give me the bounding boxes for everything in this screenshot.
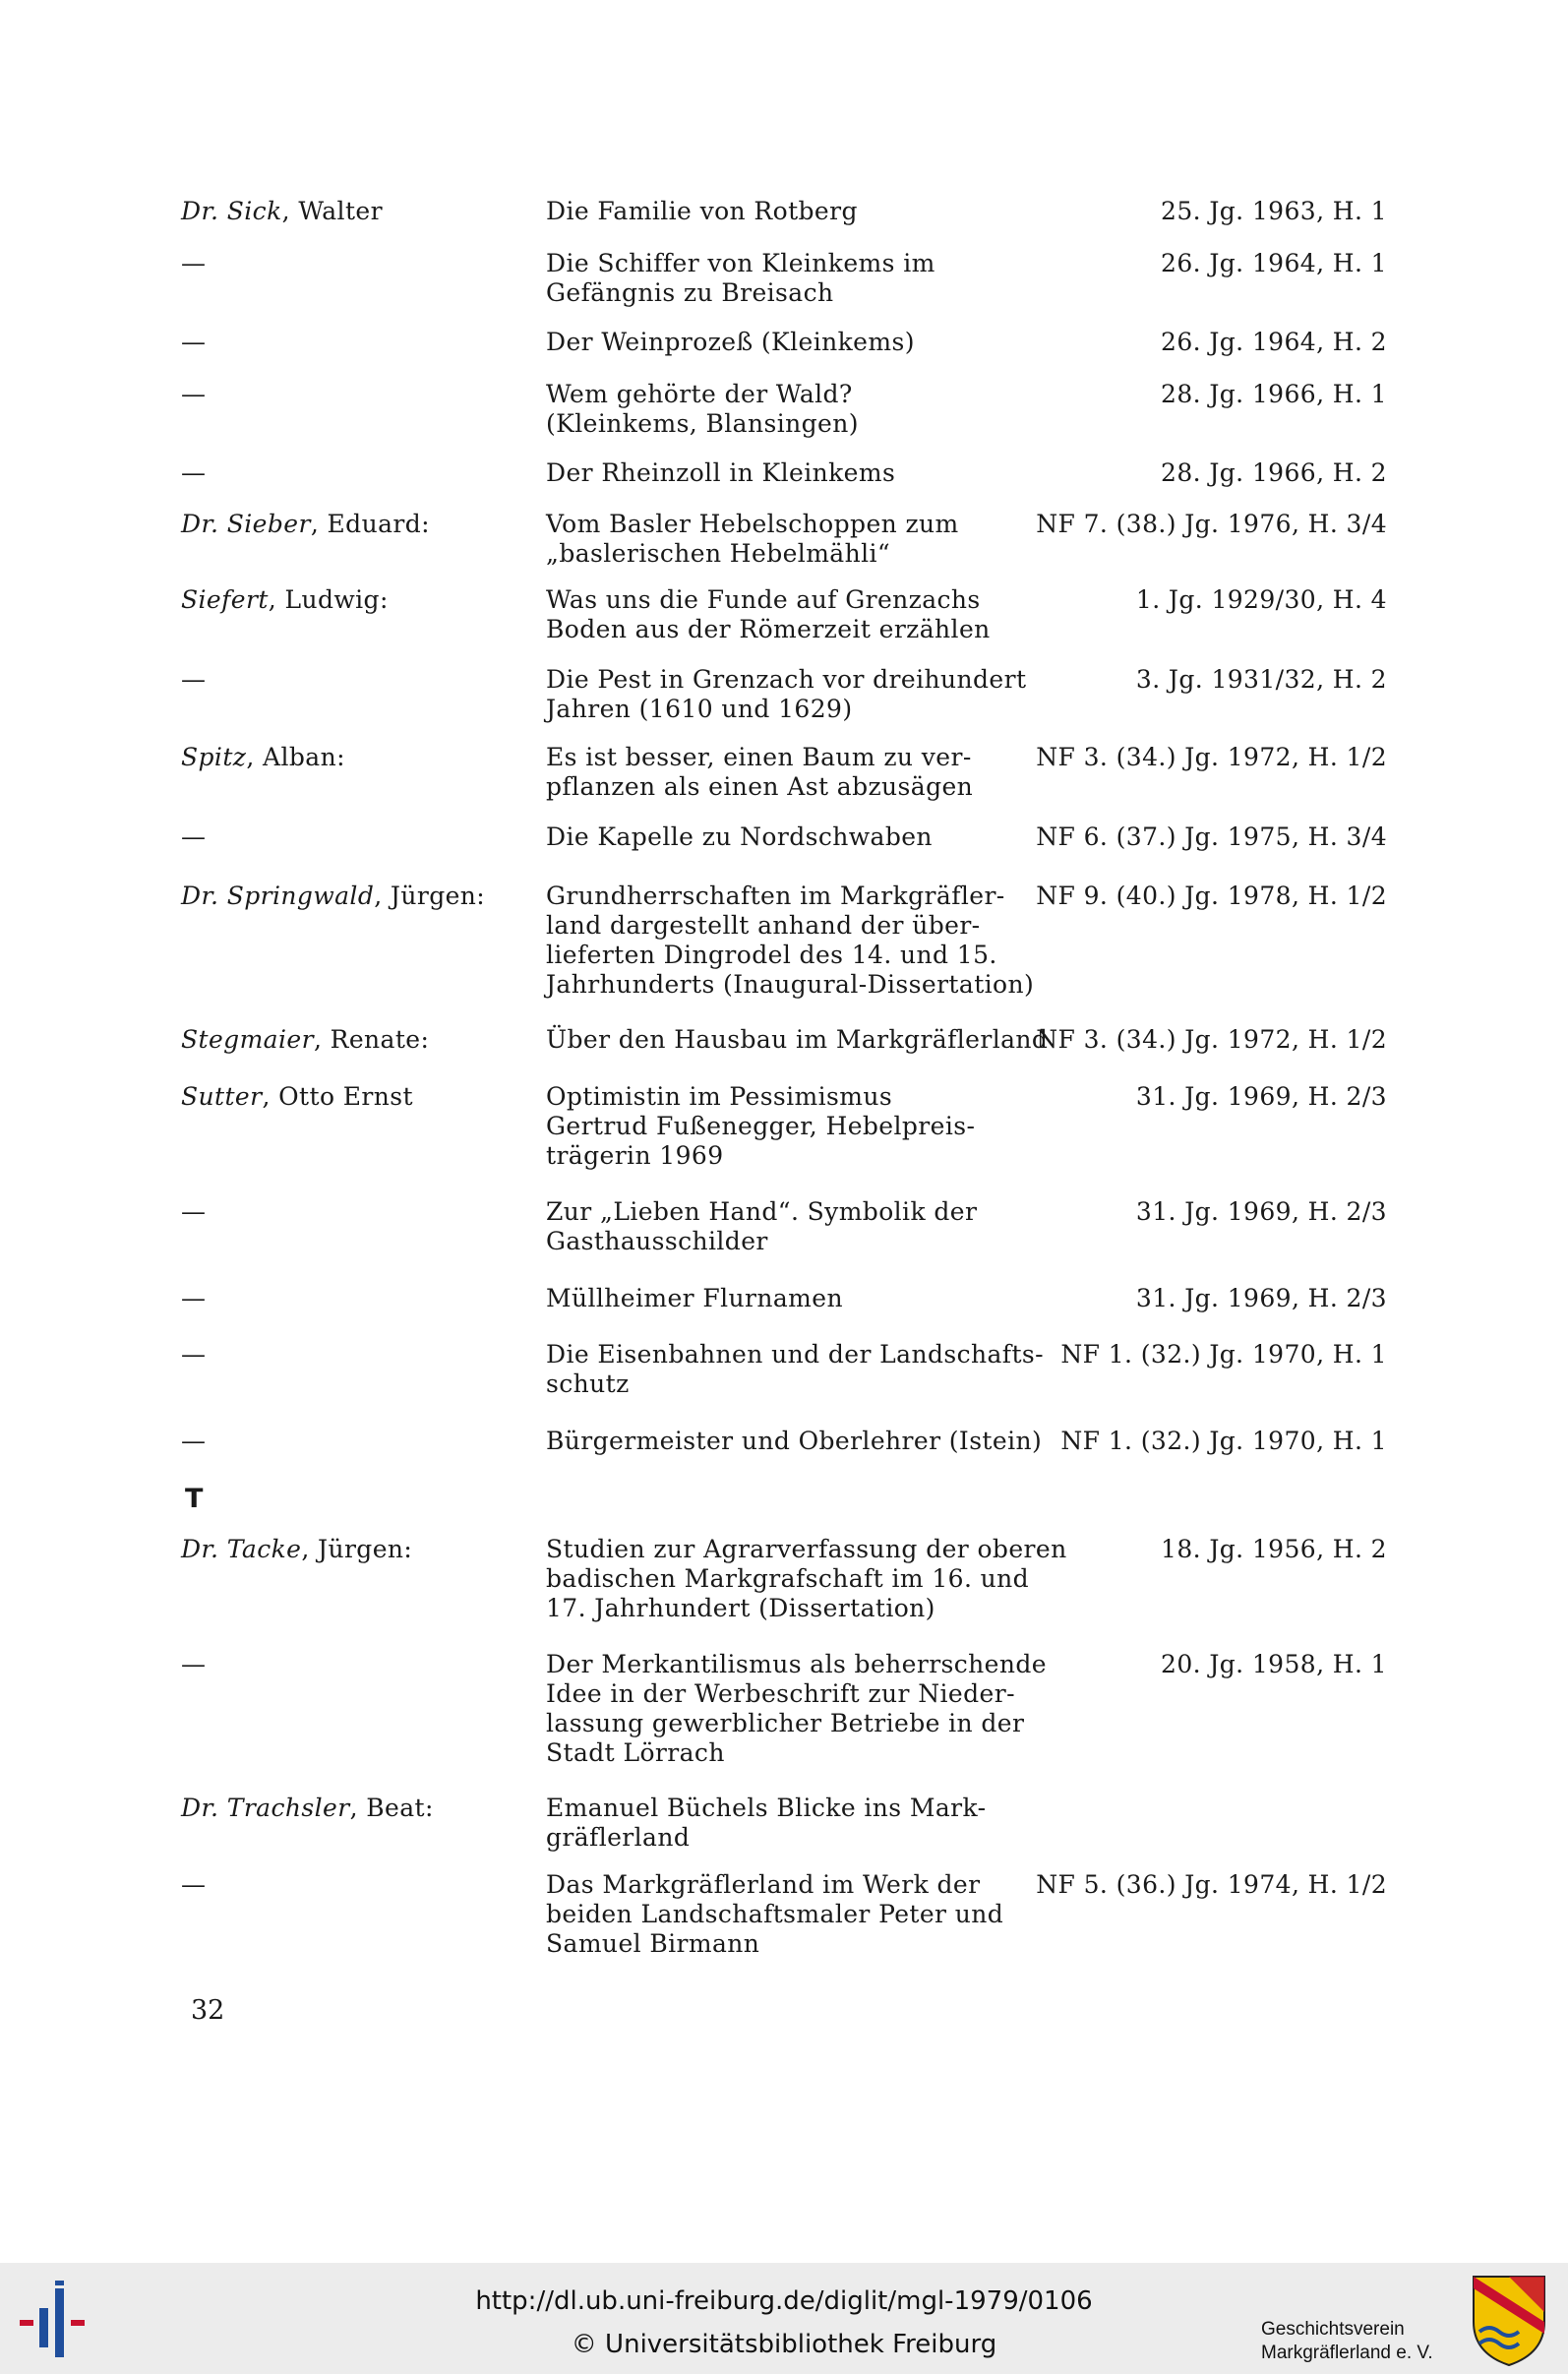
entry-reference: 31. Jg. 1969, H. 2/3 (1135, 1284, 1387, 1312)
entry-title-line: Über den Hausbau im Markgräflerland (546, 1025, 1049, 1054)
entry-title-line: Grundherrschaften im Markgräfler- (546, 882, 1005, 910)
entry-title (546, 822, 1038, 852)
entry-reference: 25. Jg. 1963, H. 1 (1161, 197, 1387, 225)
entry-title (546, 665, 1038, 724)
entry-author (181, 1082, 535, 1112)
entry-reference: 26. Jg. 1964, H. 1 (1161, 249, 1387, 277)
author-prefix: Dr. (181, 197, 227, 225)
author-lastname: Springwald (226, 882, 375, 910)
entry-title-line: Der Weinprozeß (Kleinkems) (546, 328, 915, 356)
entry-title (546, 585, 1038, 644)
entry-title-line: pflanzen als einen Ast abzusägen (546, 772, 974, 801)
crest-icon (1470, 2273, 1548, 2367)
entry-title (546, 328, 1038, 357)
entry-reference: NF 1. (32.) Jg. 1970, H. 1 (1060, 1427, 1387, 1455)
entry-author (181, 458, 535, 488)
entry-reference: NF 1. (32.) Jg. 1970, H. 1 (1060, 1340, 1387, 1369)
entry-title (546, 1025, 1049, 1055)
entry-author (181, 665, 535, 695)
entry-title (546, 882, 1038, 1000)
entry-title-line: 17. Jahrhundert (Dissertation) (546, 1594, 935, 1622)
author-firstname: , Alban: (246, 743, 345, 771)
entry-title-line: Der Rheinzoll in Kleinkems (546, 458, 896, 487)
entry-title-line: Studien zur Agrarverfassung der oberen (546, 1535, 1067, 1563)
entry-reference: 1. Jg. 1929/30, H. 4 (1135, 585, 1387, 614)
entry-title-line: Optimistin im Pessimismus (546, 1082, 893, 1111)
entry-author (181, 249, 535, 278)
letter-heading: T (185, 1484, 204, 1514)
entry-author (181, 197, 535, 226)
entry-title (546, 1197, 1038, 1256)
entry-reference: 31. Jg. 1969, H. 2/3 (1135, 1082, 1387, 1111)
entry-title (546, 197, 1038, 226)
author-lastname: Tacke (226, 1535, 302, 1563)
entry-title (546, 1870, 1038, 1959)
ditto-dash: — (181, 1340, 207, 1369)
entry-title (546, 1535, 1067, 1623)
author-lastname: Sutter (181, 1082, 263, 1111)
entry-title-line: Idee in der Werbeschrift zur Nieder- (546, 1679, 1015, 1708)
entry-title-line: Die Schiffer von Kleinkems im (546, 249, 935, 277)
entry-title-line: gräflerland (546, 1823, 691, 1852)
author-lastname: Trachsler (226, 1794, 350, 1822)
ditto-dash: — (181, 1427, 207, 1455)
entry-title (546, 1340, 1044, 1399)
ditto-dash: — (181, 249, 207, 277)
entry-title (546, 743, 1038, 802)
entry-title-line: Gefängnis zu Breisach (546, 278, 834, 307)
entry-author (181, 1794, 535, 1823)
entry-title-line: Jahren (1610 und 1629) (546, 695, 853, 723)
entry-author (181, 822, 535, 852)
author-firstname: , Jürgen: (301, 1535, 413, 1563)
entry-title-line: Zur „Lieben Hand“. Symbolik der (546, 1197, 978, 1226)
entry-author (181, 1197, 535, 1227)
entry-reference: 3. Jg. 1931/32, H. 2 (1135, 665, 1387, 694)
entry-title-line: Vom Basler Hebelschoppen zum (546, 510, 959, 538)
entry-title-line: „baslerischen Hebelmähli“ (546, 539, 891, 568)
entry-title-line: trägerin 1969 (546, 1141, 724, 1170)
entry-author (181, 1340, 535, 1370)
author-firstname: , Jürgen: (374, 882, 486, 910)
author-firstname: , Ludwig: (268, 585, 389, 614)
entry-author (181, 510, 535, 539)
entry-reference: 26. Jg. 1964, H. 2 (1161, 328, 1387, 356)
entry-title-line: lieferten Dingrodel des 14. und 15. (546, 941, 997, 969)
entry-title-line: schutz (546, 1370, 630, 1398)
author-firstname: , Beat: (349, 1794, 434, 1822)
entry-title-line: Das Markgräflerland im Werk der (546, 1870, 981, 1899)
entry-reference: NF 6. (37.) Jg. 1975, H. 3/4 (1036, 822, 1387, 851)
entry-author (181, 1427, 535, 1456)
entry-title (546, 1082, 1038, 1171)
entry-title-line: Die Eisenbahnen und der Landschafts- (546, 1340, 1044, 1369)
author-firstname: , Otto Ernst (262, 1082, 413, 1111)
entry-title (546, 1794, 1038, 1853)
author-firstname: , Renate: (313, 1025, 430, 1054)
entry-title-line: Wem gehörte der Wald? (546, 380, 853, 408)
author-lastname: Spitz (181, 743, 247, 771)
entry-title (546, 458, 1038, 488)
entry-title-line: Gertrud Fußenegger, Hebelpreis- (546, 1112, 976, 1140)
society-name (1261, 2318, 1433, 2365)
entry-title-line: Emanuel Büchels Blicke ins Mark- (546, 1794, 987, 1822)
entry-title-line: Die Familie von Rotberg (546, 197, 858, 225)
author-lastname: Stegmaier (181, 1025, 314, 1054)
entry-reference: NF 7. (38.) Jg. 1976, H. 3/4 (1036, 510, 1387, 538)
author-lastname: Siefert (181, 585, 269, 614)
ditto-dash: — (181, 1197, 207, 1226)
entry-author (181, 743, 535, 772)
ditto-dash: — (181, 380, 207, 408)
society-line-2: Markgräflerland e. V. (1261, 2343, 1433, 2363)
entry-title-line: Müllheimer Flurnamen (546, 1284, 843, 1312)
entry-title (546, 380, 1038, 439)
entry-title-line: lassung gewerblicher Betriebe in der (546, 1709, 1025, 1737)
entry-title-line: Gasthausschilder (546, 1227, 768, 1255)
entry-author (181, 1025, 535, 1055)
entry-reference: 31. Jg. 1969, H. 2/3 (1135, 1197, 1387, 1226)
entry-reference: 20. Jg. 1958, H. 1 (1161, 1650, 1387, 1678)
footer-copyright: © Universitätsbibliothek Freiburg (571, 2330, 997, 2359)
entry-reference: 28. Jg. 1966, H. 2 (1161, 458, 1387, 487)
entry-title-line: Die Pest in Grenzach vor dreihundert (546, 665, 1027, 694)
entry-title-line: Boden aus der Römerzeit erzählen (546, 615, 991, 643)
entry-title (546, 1427, 1043, 1456)
entry-title-line: badischen Markgrafschaft im 16. und (546, 1564, 1030, 1593)
page-number: 32 (191, 1995, 225, 2026)
entry-author (181, 328, 535, 357)
ditto-dash: — (181, 328, 207, 356)
entry-author (181, 380, 535, 409)
author-firstname: , Walter (281, 197, 383, 225)
entry-reference: NF 5. (36.) Jg. 1974, H. 1/2 (1036, 1870, 1387, 1899)
entry-title-line: Der Merkantilismus als beherrschende (546, 1650, 1047, 1678)
ditto-dash: — (181, 665, 207, 694)
footer-url-link[interactable]: http://dl.ub.uni-freiburg.de/diglit/mgl-1979/0106 (475, 2286, 1093, 2316)
ditto-dash: — (181, 1870, 207, 1899)
entry-reference: NF 3. (34.) Jg. 1972, H. 1/2 (1036, 1025, 1387, 1054)
entry-title-line: (Kleinkems, Blansingen) (546, 409, 859, 438)
society-line-1: Geschichtsverein (1261, 2319, 1405, 2340)
entry-title-line: Stadt Lörrach (546, 1738, 725, 1767)
entry-title-line: beiden Landschaftsmaler Peter und (546, 1900, 1004, 1928)
entry-author (181, 1535, 535, 1564)
entry-title-line: Samuel Birmann (546, 1929, 760, 1958)
author-prefix: Dr. (181, 1535, 227, 1563)
entry-title-line: Jahrhunderts (Inaugural-Dissertation) (546, 970, 1035, 999)
entry-author (181, 1284, 535, 1313)
author-prefix: Dr. (181, 510, 227, 538)
author-lastname: Sick (226, 197, 282, 225)
author-prefix: Dr. (181, 882, 227, 910)
entry-title-line: Was uns die Funde auf Grenzachs (546, 585, 981, 614)
entry-title-line: Bürgermeister und Oberlehrer (Istein) (546, 1427, 1043, 1455)
footer-bar (0, 2263, 1568, 2374)
entry-title (546, 1284, 1038, 1313)
entry-reference: NF 9. (40.) Jg. 1978, H. 1/2 (1036, 882, 1387, 910)
ditto-dash: — (181, 1284, 207, 1312)
entry-title-line: Es ist besser, einen Baum zu ver- (546, 743, 972, 771)
entry-title (546, 249, 1038, 308)
ditto-dash: — (181, 822, 207, 851)
entry-title-line: Die Kapelle zu Nordschwaben (546, 822, 933, 851)
entry-title (546, 510, 1038, 569)
ditto-dash: — (181, 458, 207, 487)
entry-author (181, 1870, 535, 1900)
author-firstname: , Eduard: (310, 510, 430, 538)
entry-title (546, 1650, 1047, 1768)
entry-author (181, 882, 535, 911)
entry-reference: NF 3. (34.) Jg. 1972, H. 1/2 (1036, 743, 1387, 771)
entry-title-line: land dargestellt anhand der über- (546, 911, 981, 940)
ditto-dash: — (181, 1650, 207, 1678)
author-prefix: Dr. (181, 1794, 227, 1822)
entry-author (181, 585, 535, 615)
entry-reference: 18. Jg. 1956, H. 2 (1161, 1535, 1387, 1563)
author-lastname: Sieber (226, 510, 311, 538)
entry-author (181, 1650, 535, 1679)
entry-reference: 28. Jg. 1966, H. 1 (1161, 380, 1387, 408)
